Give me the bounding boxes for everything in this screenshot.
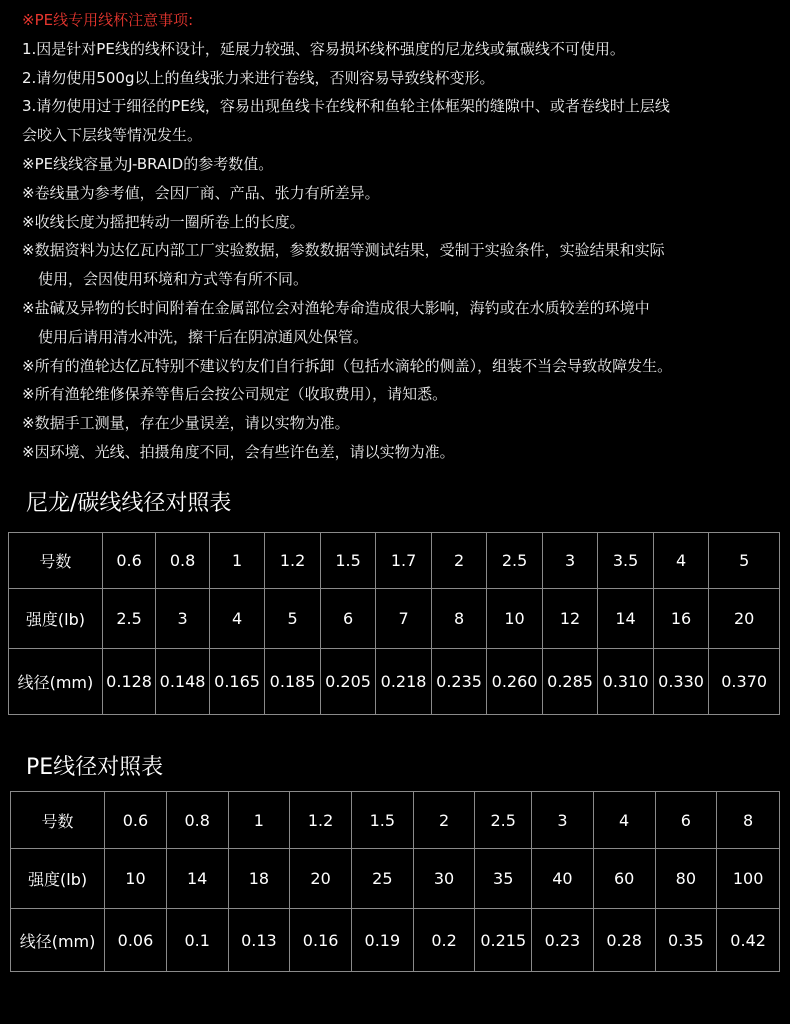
size-cell: 0.8 (166, 792, 228, 849)
note-line: 使用，会因使用环境和方式等有所不同。 (38, 270, 309, 289)
strength-cell: 40 (532, 849, 594, 909)
strength-cell: 25 (351, 849, 413, 909)
notice-title: ※PE线专用线杯注意事项: (22, 11, 194, 29)
diameter-cell: 0.1 (166, 909, 228, 972)
size-cell: 2.5 (487, 533, 543, 589)
size-cell: 2 (413, 792, 475, 849)
note-line: 1.因是针对PE线的线杯设计，延展力较强、容易损坏线杯强度的尼龙线或氟碳线不可使用。 (22, 39, 625, 58)
note-line: ※因环境、光线、拍摄角度不同，会有些许色差，请以实物为准。 (22, 442, 455, 461)
size-cell: 3 (542, 533, 598, 589)
table-row-diameter (9, 649, 780, 715)
row-label-strength: 强度(lb) (9, 589, 103, 649)
strength-cell: 7 (376, 589, 432, 649)
diameter-cell: 0.310 (598, 649, 654, 715)
diameter-cell: 0.35 (655, 909, 717, 972)
note-line: ※收线长度为摇把转动一圈所卷上的长度。 (22, 212, 305, 231)
strength-cell: 10 (487, 589, 543, 649)
strength-cell: 60 (593, 849, 655, 909)
note-line: ※盐碱及异物的长时间附着在金属部位会对渔轮寿命造成很大影响，海钓或在水质较差的环境中 (22, 298, 650, 317)
diameter-cell: 0.148 (156, 649, 209, 715)
diameter-cell: 0.128 (102, 649, 155, 715)
table-row-strength (9, 589, 780, 649)
diameter-cell: 0.330 (653, 649, 709, 715)
size-cell: 1.7 (376, 533, 432, 589)
size-cell: 2.5 (475, 792, 532, 849)
note-line: ※数据资料为达亿瓦内部工厂实验数据，参数数据等测试结果，受制于实验条件，实验结果和实际 (22, 241, 665, 260)
diameter-cell: 0.28 (593, 909, 655, 972)
note-line: ※所有的渔轮达亿瓦特别不建议钓友们自行拆卸（包括水滴轮的侧盖），组装不当会导致故障发生。 (22, 356, 673, 375)
diameter-cell: 0.185 (265, 649, 321, 715)
pe-spec-table (10, 791, 780, 972)
note-line: 会咬入下层线等情况发生。 (22, 126, 203, 145)
size-cell: 1 (209, 533, 265, 589)
pe-table-title: PE线径对照表 (26, 755, 164, 780)
diameter-cell: 0.23 (532, 909, 594, 972)
diameter-cell: 0.06 (105, 909, 167, 972)
diameter-cell: 0.165 (209, 649, 265, 715)
diameter-cell: 0.285 (542, 649, 598, 715)
diameter-cell: 0.235 (431, 649, 487, 715)
diameter-cell: 0.19 (351, 909, 413, 972)
row-label-diameter: 线径(mm) (11, 909, 105, 972)
strength-cell: 2.5 (102, 589, 155, 649)
strength-cell: 14 (598, 589, 654, 649)
row-label-diameter: 线径(mm) (9, 649, 103, 715)
diameter-cell: 0.2 (413, 909, 475, 972)
diameter-cell: 0.16 (290, 909, 352, 972)
diameter-cell: 0.205 (320, 649, 376, 715)
nylon-spec-table (8, 532, 780, 715)
size-cell: 3 (532, 792, 594, 849)
size-cell: 4 (653, 533, 709, 589)
strength-cell: 4 (209, 589, 265, 649)
strength-cell: 12 (542, 589, 598, 649)
strength-cell: 35 (475, 849, 532, 909)
table-row-diameter (11, 909, 780, 972)
strength-cell: 10 (105, 849, 167, 909)
note-line: ※数据手工测量，存在少量误差，请以实物为准。 (22, 414, 350, 433)
strength-cell: 3 (156, 589, 209, 649)
size-cell: 2 (431, 533, 487, 589)
size-cell: 4 (593, 792, 655, 849)
size-cell: 0.6 (105, 792, 167, 849)
strength-cell: 20 (290, 849, 352, 909)
size-cell: 1.5 (351, 792, 413, 849)
notes-block (22, 6, 782, 467)
row-label-strength: 强度(lb) (11, 849, 105, 909)
note-line: 2.请勿使用500g以上的鱼线张力来进行卷线，否则容易导致线杯变形。 (22, 68, 495, 87)
strength-cell: 100 (717, 849, 780, 909)
size-cell: 1.2 (265, 533, 321, 589)
row-label-size: 号数 (11, 792, 105, 849)
strength-cell: 16 (653, 589, 709, 649)
strength-cell: 14 (166, 849, 228, 909)
size-cell: 5 (709, 533, 780, 589)
note-line: ※PE线线容量为J-BRAID的参考数值。 (22, 154, 274, 173)
size-cell: 1 (228, 792, 290, 849)
strength-cell: 80 (655, 849, 717, 909)
row-label-size: 号数 (9, 533, 103, 589)
diameter-cell: 0.215 (475, 909, 532, 972)
diameter-cell: 0.260 (487, 649, 543, 715)
size-cell: 0.8 (156, 533, 209, 589)
size-cell: 1.5 (320, 533, 376, 589)
diameter-cell: 0.13 (228, 909, 290, 972)
size-cell: 3.5 (598, 533, 654, 589)
nylon-table-title: 尼龙/碳线线径对照表 (26, 491, 232, 516)
size-cell: 0.6 (102, 533, 155, 589)
note-line: 3.请勿使用过于细径的PE线，容易出现鱼线卡在线杯和鱼轮主体框架的缝隙中、或者卷线时上层线 (22, 97, 670, 116)
strength-cell: 30 (413, 849, 475, 909)
diameter-cell: 0.370 (709, 649, 780, 715)
table-row-size (11, 792, 780, 849)
strength-cell: 8 (431, 589, 487, 649)
size-cell: 6 (655, 792, 717, 849)
table-row-strength (11, 849, 780, 909)
note-line: ※所有渔轮维修保养等售后会按公司规定（收取费用），请知悉。 (22, 385, 448, 404)
table-row-size (9, 533, 780, 589)
diameter-cell: 0.218 (376, 649, 432, 715)
strength-cell: 6 (320, 589, 376, 649)
diameter-cell: 0.42 (717, 909, 780, 972)
size-cell: 8 (717, 792, 780, 849)
note-line: 使用后请用清水冲洗，擦干后在阴凉通风处保管。 (38, 327, 369, 346)
strength-cell: 20 (709, 589, 780, 649)
size-cell: 1.2 (290, 792, 352, 849)
strength-cell: 5 (265, 589, 321, 649)
strength-cell: 18 (228, 849, 290, 909)
note-line: ※卷线量为参考値，会因厂商、产品、张力有所差异。 (22, 183, 380, 202)
